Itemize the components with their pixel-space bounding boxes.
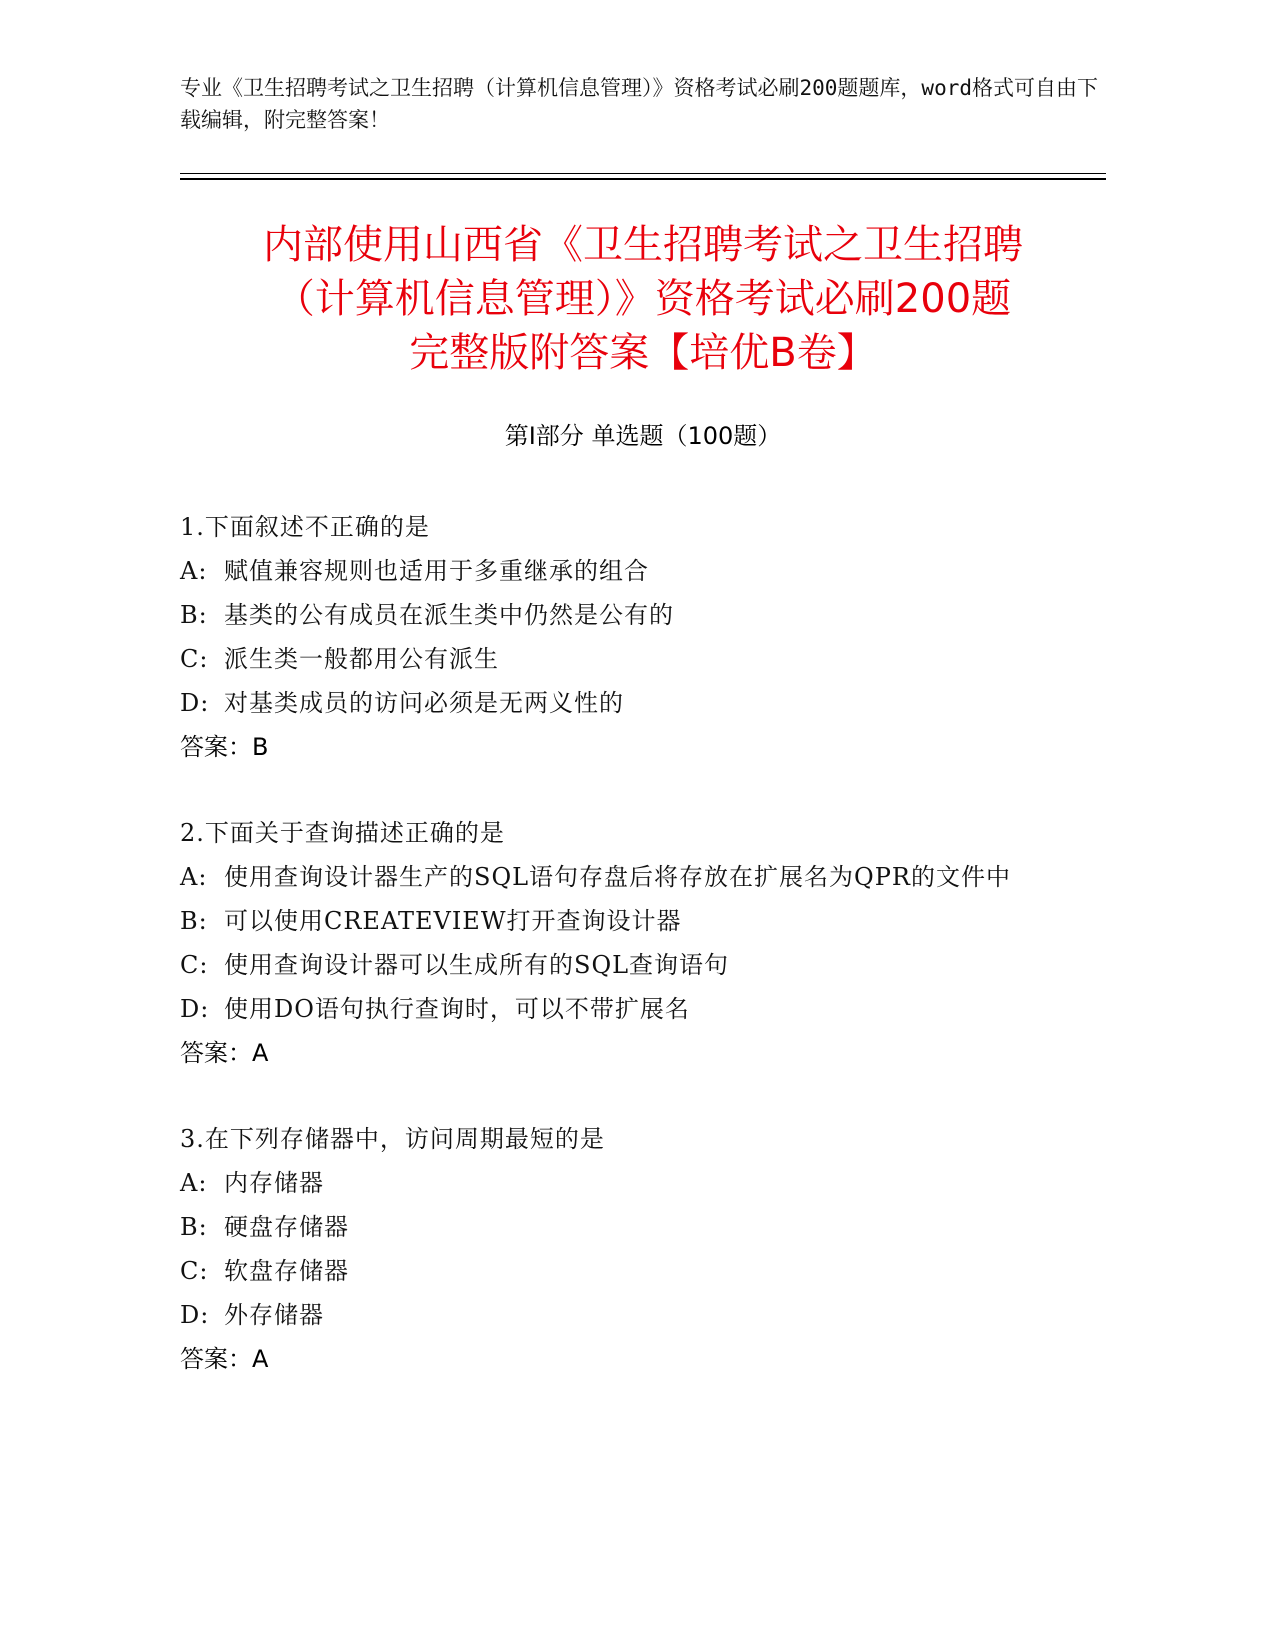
title-line-2: （计算机信息管理）》资格考试必刷200题 [274, 276, 1012, 322]
option-text: 使用查询设计器生产的SQL语句存盘后将存放在扩展名为QPR的文件中 [224, 863, 1011, 891]
header-divider-thin [180, 173, 1106, 174]
question-stem: 3.在下列存储器中，访问周期最短的是 [180, 1125, 605, 1153]
option-c [180, 943, 1040, 987]
option-text: 派生类一般都用公有派生 [224, 645, 499, 673]
option-c [180, 1249, 1040, 1293]
option-key: A: [180, 1169, 208, 1197]
option-key: C: [180, 645, 209, 673]
option-key: A: [180, 557, 208, 585]
option-key: D: [180, 1301, 210, 1329]
document-title [180, 218, 1106, 380]
option-b [180, 899, 1040, 943]
option-key: B: [180, 907, 208, 935]
option-a [180, 1161, 1040, 1205]
option-c [180, 637, 1040, 681]
option-text: 赋值兼容规则也适用于多重继承的组合 [224, 557, 649, 585]
title-line-3: 完整版附答案【培优B卷】 [409, 330, 877, 376]
option-a [180, 855, 1040, 899]
option-text: 内存储器 [224, 1169, 324, 1197]
option-text: 使用DO语句执行查询时，可以不带扩展名 [224, 995, 690, 1023]
option-key: B: [180, 1213, 208, 1241]
option-key: D: [180, 689, 210, 717]
answer-line: 答案：B [180, 733, 269, 761]
option-key: C: [180, 951, 209, 979]
option-key: C: [180, 1257, 209, 1285]
option-text: 外存储器 [224, 1301, 324, 1329]
header-divider-thick [180, 178, 1106, 180]
header-note: 专业《卫生招聘考试之卫生招聘（计算机信息管理）》资格考试必刷200题题库，word格式可自由下载编辑，附完整答案！ [180, 76, 1098, 132]
question-3 [180, 1117, 1040, 1381]
option-d [180, 681, 1040, 725]
option-text: 对基类成员的访问必须是无两义性的 [224, 689, 624, 717]
option-text: 硬盘存储器 [224, 1213, 349, 1241]
question-stem: 2.下面关于查询描述正确的是 [180, 819, 505, 847]
question-1 [180, 505, 1040, 769]
option-b [180, 1205, 1040, 1249]
option-b [180, 593, 1040, 637]
question-stem: 1.下面叙述不正确的是 [180, 513, 430, 541]
option-text: 软盘存储器 [224, 1257, 349, 1285]
option-key: A: [180, 863, 208, 891]
option-text: 可以使用CREATEVIEW打开查询设计器 [224, 907, 682, 935]
answer-line: 答案：A [180, 1039, 269, 1067]
question-2 [180, 811, 1040, 1075]
section-title: 第Ⅰ部分 单选题（100题） [504, 422, 782, 450]
option-key: D: [180, 995, 210, 1023]
option-d [180, 987, 1040, 1031]
option-text: 使用查询设计器可以生成所有的SQL查询语句 [224, 951, 730, 979]
answer-line: 答案：A [180, 1345, 269, 1373]
option-key: B: [180, 601, 208, 629]
question-list [180, 505, 1040, 1423]
option-d [180, 1293, 1040, 1337]
option-text: 基类的公有成员在派生类中仍然是公有的 [224, 601, 674, 629]
option-a [180, 549, 1040, 593]
title-line-1: 内部使用山西省《卫生招聘考试之卫生招聘 [263, 222, 1023, 268]
